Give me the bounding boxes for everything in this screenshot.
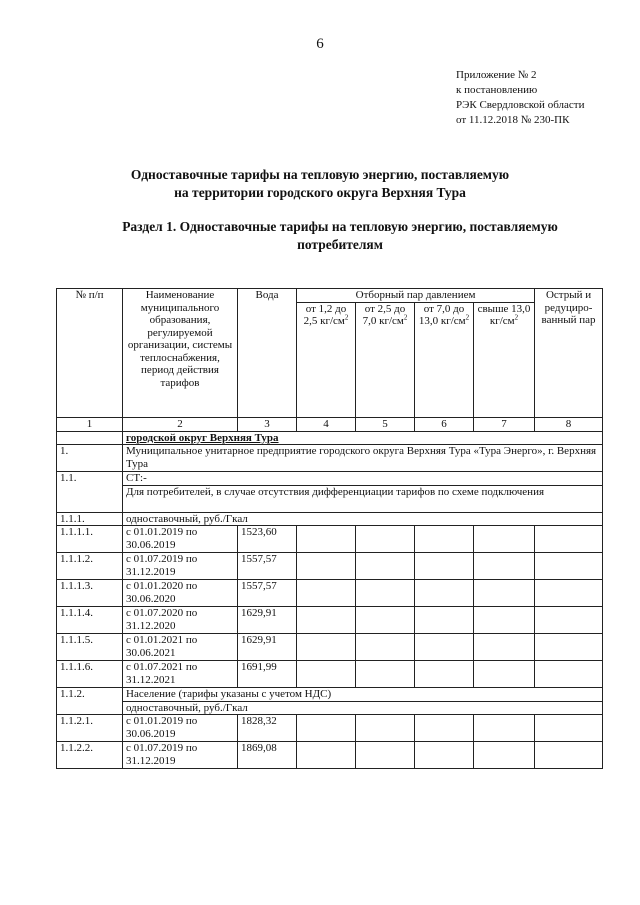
row-water-value: 1691,99	[238, 661, 297, 688]
system-num: 1.1.	[57, 472, 123, 513]
system-name: СТ:-	[123, 472, 603, 486]
row-empty-cell	[356, 661, 415, 688]
row-number: 1.1.1.5.	[57, 634, 123, 661]
page-number: 6	[316, 36, 324, 52]
row-empty-cell	[297, 607, 356, 634]
row-empty-cell	[297, 742, 356, 769]
header-water: Вода	[238, 289, 297, 418]
row-empty-cell	[415, 526, 474, 553]
row-empty-cell	[535, 634, 603, 661]
col-number-3: 3	[238, 418, 297, 432]
row-empty-cell	[415, 634, 474, 661]
tariff-rows-general	[57, 526, 603, 688]
row-empty-cell	[297, 553, 356, 580]
row-water-value: 1869,08	[238, 742, 297, 769]
row-empty-cell	[535, 715, 603, 742]
row-number: 1.1.1.1.	[57, 526, 123, 553]
tariff-row	[57, 742, 603, 769]
group-2-num: 1.1.2.	[57, 688, 123, 715]
system-row	[57, 472, 603, 486]
row-empty-cell	[474, 634, 535, 661]
row-water-value: 1523,60	[238, 526, 297, 553]
group-2-row	[57, 688, 603, 702]
title-line-2: на территории городского округа Верхняя Тура	[174, 185, 466, 200]
row-period: с 01.07.2020 по 31.12.2020	[123, 607, 238, 634]
district-row	[57, 431, 603, 445]
row-empty-cell	[474, 661, 535, 688]
title-line-1: Одноставочные тарифы на тепловую энергию, поставляемую	[130, 167, 510, 182]
row-empty-cell	[356, 634, 415, 661]
row-empty-cell	[415, 742, 474, 769]
row-empty-cell	[356, 526, 415, 553]
system-note: Для потребителей, в случае отсутствия дифференциации тарифов по схеме подключения	[123, 485, 603, 512]
header-steam-4: свыше 13,0 $кг/см^2$	[474, 302, 535, 418]
col-number-8: 8	[535, 418, 603, 432]
row-period: с 01.07.2021 по 31.12.2021	[123, 661, 238, 688]
row-empty-cell	[356, 715, 415, 742]
row-empty-cell	[415, 553, 474, 580]
row-empty-cell	[356, 553, 415, 580]
col-number-2: 2	[123, 418, 238, 432]
row-empty-cell	[474, 580, 535, 607]
organization-name: Муниципальное унитарное предприятие городского округа Верхняя Тура «Тура Энерго», г. Верхняя Тура	[123, 445, 603, 472]
row-empty-cell	[415, 607, 474, 634]
row-empty-cell	[474, 553, 535, 580]
row-empty-cell	[535, 553, 603, 580]
header-steam-3: от 7,0 до 13,0 $кг/см^2$	[415, 302, 474, 418]
section-line-2: потребителям	[297, 237, 383, 252]
col-number-4: 4	[297, 418, 356, 432]
header-steam-group: Отборный пар давлением	[297, 289, 535, 303]
row-water-value: 1557,57	[238, 580, 297, 607]
row-empty-cell	[535, 526, 603, 553]
group-1-name: одноставочный, руб./Гкал	[123, 512, 603, 526]
row-empty-cell	[474, 742, 535, 769]
row-empty-cell	[415, 661, 474, 688]
group-1-num: 1.1.1.	[57, 512, 123, 526]
row-number: 1.1.1.2.	[57, 553, 123, 580]
header-name: Наименование муниципального образования, регулируемой организации, системы теплоснабжения, период действия тарифов	[123, 289, 238, 418]
row-number: 1.1.1.6.	[57, 661, 123, 688]
col-number-5: 5	[356, 418, 415, 432]
row-number: 1.1.2.2.	[57, 742, 123, 769]
row-empty-cell	[356, 742, 415, 769]
row-empty-cell	[535, 580, 603, 607]
appendix-line-3: РЭК Свердловской области	[456, 99, 585, 111]
document-title	[70, 166, 570, 202]
row-empty-cell	[297, 580, 356, 607]
system-note-row	[57, 485, 603, 512]
row-empty-cell	[535, 661, 603, 688]
row-empty-cell	[297, 715, 356, 742]
row-water-value: 1629,91	[238, 634, 297, 661]
row-empty-cell	[415, 715, 474, 742]
row-empty-cell	[474, 526, 535, 553]
row-water-value: 1629,91	[238, 607, 297, 634]
row-number: 1.1.2.1.	[57, 715, 123, 742]
tariff-row	[57, 715, 603, 742]
group-2-sub-row	[57, 701, 603, 715]
tariff-row	[57, 607, 603, 634]
group-1-row	[57, 512, 603, 526]
row-period: с 01.01.2019 по 30.06.2019	[123, 715, 238, 742]
header-steam-2: от 2,5 до 7,0 $кг/см^2$	[356, 302, 415, 418]
row-empty-cell	[535, 742, 603, 769]
appendix-line-2: к постановлению	[456, 84, 538, 96]
row-period: с 01.07.2019 по 31.12.2019	[123, 553, 238, 580]
tariff-row	[57, 580, 603, 607]
section-title	[80, 218, 600, 254]
header-num: № п/п	[57, 289, 123, 418]
row-period: с 01.01.2019 по 30.06.2019	[123, 526, 238, 553]
row-period: с 01.01.2021 по 30.06.2021	[123, 634, 238, 661]
tariff-table	[56, 288, 603, 769]
header-steam-1: от 1,2 до 2,5 $кг/см^2$	[297, 302, 356, 418]
appendix-line-4: от 11.12.2018 № 230-ПК	[456, 114, 570, 126]
header-row-1	[57, 289, 603, 303]
row-period: с 01.07.2019 по 31.12.2019	[123, 742, 238, 769]
organization-row	[57, 445, 603, 472]
district-name: городской округ Верхняя Тура	[123, 431, 603, 445]
tariff-row	[57, 526, 603, 553]
column-number-row	[57, 418, 603, 432]
row-number: 1.1.1.3.	[57, 580, 123, 607]
row-empty-cell	[415, 580, 474, 607]
group-2-name: Население (тарифы указаны с учетом НДС)	[123, 688, 603, 702]
col-number-6: 6	[415, 418, 474, 432]
row-empty-cell	[474, 715, 535, 742]
row-empty-cell	[356, 580, 415, 607]
row-period: с 01.01.2020 по 30.06.2020	[123, 580, 238, 607]
organization-num: 1.	[57, 445, 123, 472]
row-empty-cell	[297, 661, 356, 688]
row-water-value: 1828,32	[238, 715, 297, 742]
tariff-row	[57, 661, 603, 688]
section-line-1: Раздел 1. Одноставочные тарифы на тепловую энергию, поставляемую	[122, 219, 558, 234]
tariff-row	[57, 553, 603, 580]
col-number-1: 1	[57, 418, 123, 432]
appendix-line-1: Приложение № 2	[456, 69, 537, 81]
tariff-row	[57, 634, 603, 661]
col-number-7: 7	[474, 418, 535, 432]
row-number: 1.1.1.4.	[57, 607, 123, 634]
row-empty-cell	[474, 607, 535, 634]
row-empty-cell	[297, 526, 356, 553]
row-empty-cell	[356, 607, 415, 634]
row-empty-cell	[535, 607, 603, 634]
row-empty-cell	[297, 634, 356, 661]
appendix-block	[456, 68, 584, 128]
tariff-rows-population	[57, 715, 603, 769]
header-sharp-steam: Острый и редуциро-ванный пар	[535, 289, 603, 418]
group-2-subname: одноставочный, руб./Гкал	[123, 701, 603, 715]
row-water-value: 1557,57	[238, 553, 297, 580]
